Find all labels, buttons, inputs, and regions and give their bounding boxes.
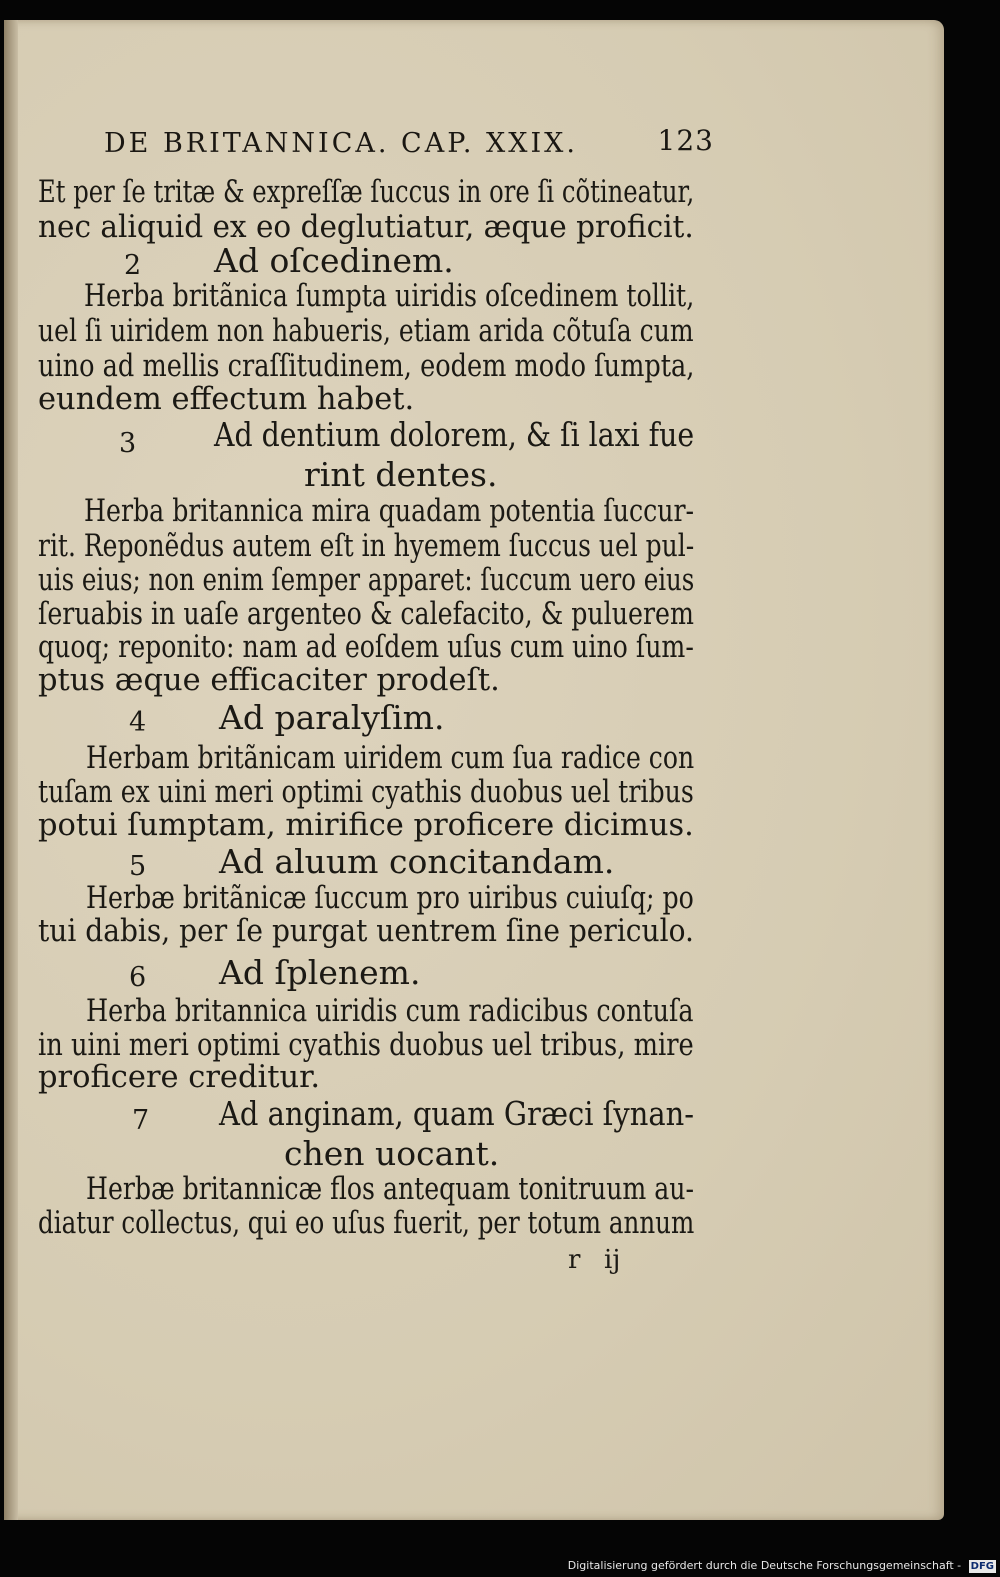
text-line: potui ſumptam, mirifice proficere dicimus. bbox=[38, 808, 694, 843]
text-line: eundem effectum habet. bbox=[38, 382, 415, 417]
text-line: nec aliquid ex eo deglutiatur, æque proficit. bbox=[38, 210, 694, 245]
text-line: Herba britãnica ſumpta uiridis oſcedinem tollit, bbox=[84, 279, 695, 314]
text-line: Herba britannica uiridis cum radicibus contuſa bbox=[86, 994, 694, 1029]
section-number: 3 bbox=[119, 428, 137, 459]
section-number: 2 bbox=[124, 250, 142, 281]
text-line: uel ſi uiridem non habueris, etiam arida cõtuſa cum bbox=[38, 314, 694, 349]
page-gutter-shadow bbox=[4, 20, 18, 1520]
signature-numeral: ij bbox=[604, 1245, 621, 1275]
section-number: 5 bbox=[129, 851, 147, 882]
text-line: diatur collectus, qui eo uſus fuerit, per totum annum bbox=[38, 1206, 695, 1241]
text-line: uino ad mellis craſſitudinem, eodem modo ſumpta, bbox=[38, 349, 695, 384]
section-heading: chen uocant. bbox=[284, 1134, 500, 1173]
text-line: proficere creditur. bbox=[38, 1060, 321, 1095]
text-line: Herbam britãnicam uiridem cum ſua radice con bbox=[86, 741, 695, 776]
dfg-logo-icon: DFG bbox=[970, 1560, 994, 1572]
text-line: in uini meri optimi cyathis duobus uel tribus, mire bbox=[38, 1028, 694, 1063]
section-heading: Ad paralyſim. bbox=[219, 698, 445, 737]
signature-letter: r bbox=[568, 1245, 581, 1275]
text-line: uis eius; non enim ſemper apparet: ſuccum uero eius bbox=[38, 563, 695, 598]
text-line: ſeruabis in uaſe argenteo & calefacito, & puluerem bbox=[38, 597, 694, 632]
text-line: tuſam ex uini meri optimi cyathis duobus uel tribus bbox=[38, 775, 694, 810]
page-number: 123 bbox=[657, 124, 714, 157]
text-line: tui dabis, per ſe purgat uentrem ſine periculo. bbox=[38, 914, 694, 949]
text-line: rit. Reponẽdus autem eſt in hyemem ſuccus uel pul- bbox=[38, 529, 695, 564]
running-head-title: DE BRITANNICA. CAP. XXIX. bbox=[104, 128, 578, 159]
text-line: quoq; reponito: nam ad eoſdem uſus cum uino ſum- bbox=[38, 630, 694, 665]
credit-text: Digitalisierung gefördert durch die Deutsche Forschungsgemeinschaft - bbox=[567, 1559, 962, 1572]
section-heading: Ad ſplenem. bbox=[219, 953, 421, 992]
text-line: Herba britannica mira quadam potentia ſuccur- bbox=[84, 494, 695, 529]
text-line: Herbæ britãnicæ ſuccum pro uiribus cuiuſq; po bbox=[86, 881, 694, 916]
section-number: 6 bbox=[129, 962, 147, 993]
running-head bbox=[104, 114, 714, 158]
text-line: ptus æque efficaciter prodeſt. bbox=[38, 663, 500, 698]
book-page bbox=[4, 20, 944, 1520]
signature-mark bbox=[542, 1245, 682, 1279]
section-number: 7 bbox=[132, 1105, 150, 1136]
section-number: 4 bbox=[129, 707, 147, 738]
text-line: Herbæ britannicæ flos antequam tonitruum au- bbox=[86, 1172, 694, 1207]
section-heading: Ad aluum concitandam. bbox=[219, 842, 615, 881]
digitization-credit bbox=[568, 1558, 996, 1574]
section-heading: Ad dentium dolorem, & ſi laxi fue bbox=[214, 415, 695, 454]
text-line: Et per ſe tritæ & expreſſæ ſuccus in ore ſi cõtineatur, bbox=[38, 175, 695, 210]
section-heading: rint dentes. bbox=[304, 455, 498, 494]
section-heading: Ad anginam, quam Græci ſynan- bbox=[219, 1094, 694, 1133]
section-heading: Ad oſcedinem. bbox=[214, 241, 454, 280]
